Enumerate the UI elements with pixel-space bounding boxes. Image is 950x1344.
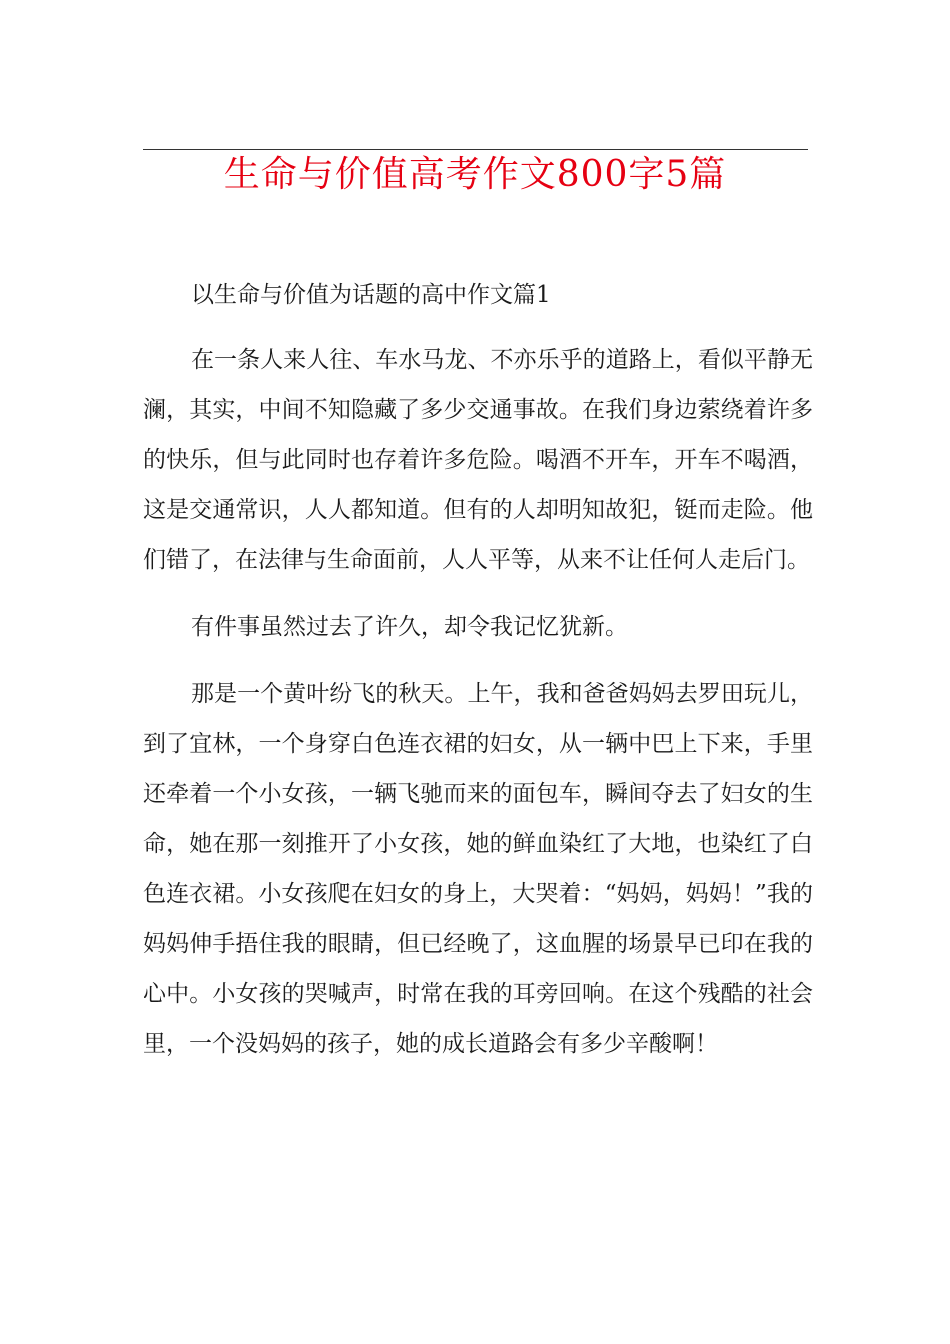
paragraph-1: 在一条人来人往、车水马龙、不亦乐乎的道路上，看似平静无澜，其实，中间不知隐藏了多少交通事故。在我们身边萦绕着许多的快乐，但与此同时也存着许多危险。喝酒不开车，开车不喝酒，这是交通常识，人人都知道。但有的人却明知故犯，铤而走险。他们错了，在法律与生命面前，人人平等，从来不让任何人走后门。 <box>143 347 813 573</box>
document-body <box>143 270 813 1069</box>
document-title: 生命与价值高考作文800字5篇 <box>223 154 727 195</box>
paragraph-3: 那是一个黄叶纷飞的秋天。上午，我和爸爸妈妈去罗田玩儿，到了宜林，一个身穿白色连衣裙的妇女，从一辆中巴上下来，手里还牵着一个小女孩，一辆飞驰而来的面包车，瞬间夺去了妇女的生命，她在那一刻推开了小女孩，她的鲜血染红了大地，也染红了白色连衣裙。小女孩爬在妇女的身上，大哭着：“妈妈，妈妈！”我的妈妈伸手捂住我的眼睛，但已经晚了，这血腥的场景早已印在我的心中。小女孩的哭喊声，时常在我的耳旁回响。在这个残酷的社会里，一个没妈妈的孩子，她的成长道路会有多少辛酸啊！ <box>143 681 813 1057</box>
essay-subheading: 以生命与价值为话题的高中作文篇1 <box>191 282 551 308</box>
paragraph-2: 有件事虽然过去了许久，却令我记忆犹新。 <box>191 614 628 640</box>
